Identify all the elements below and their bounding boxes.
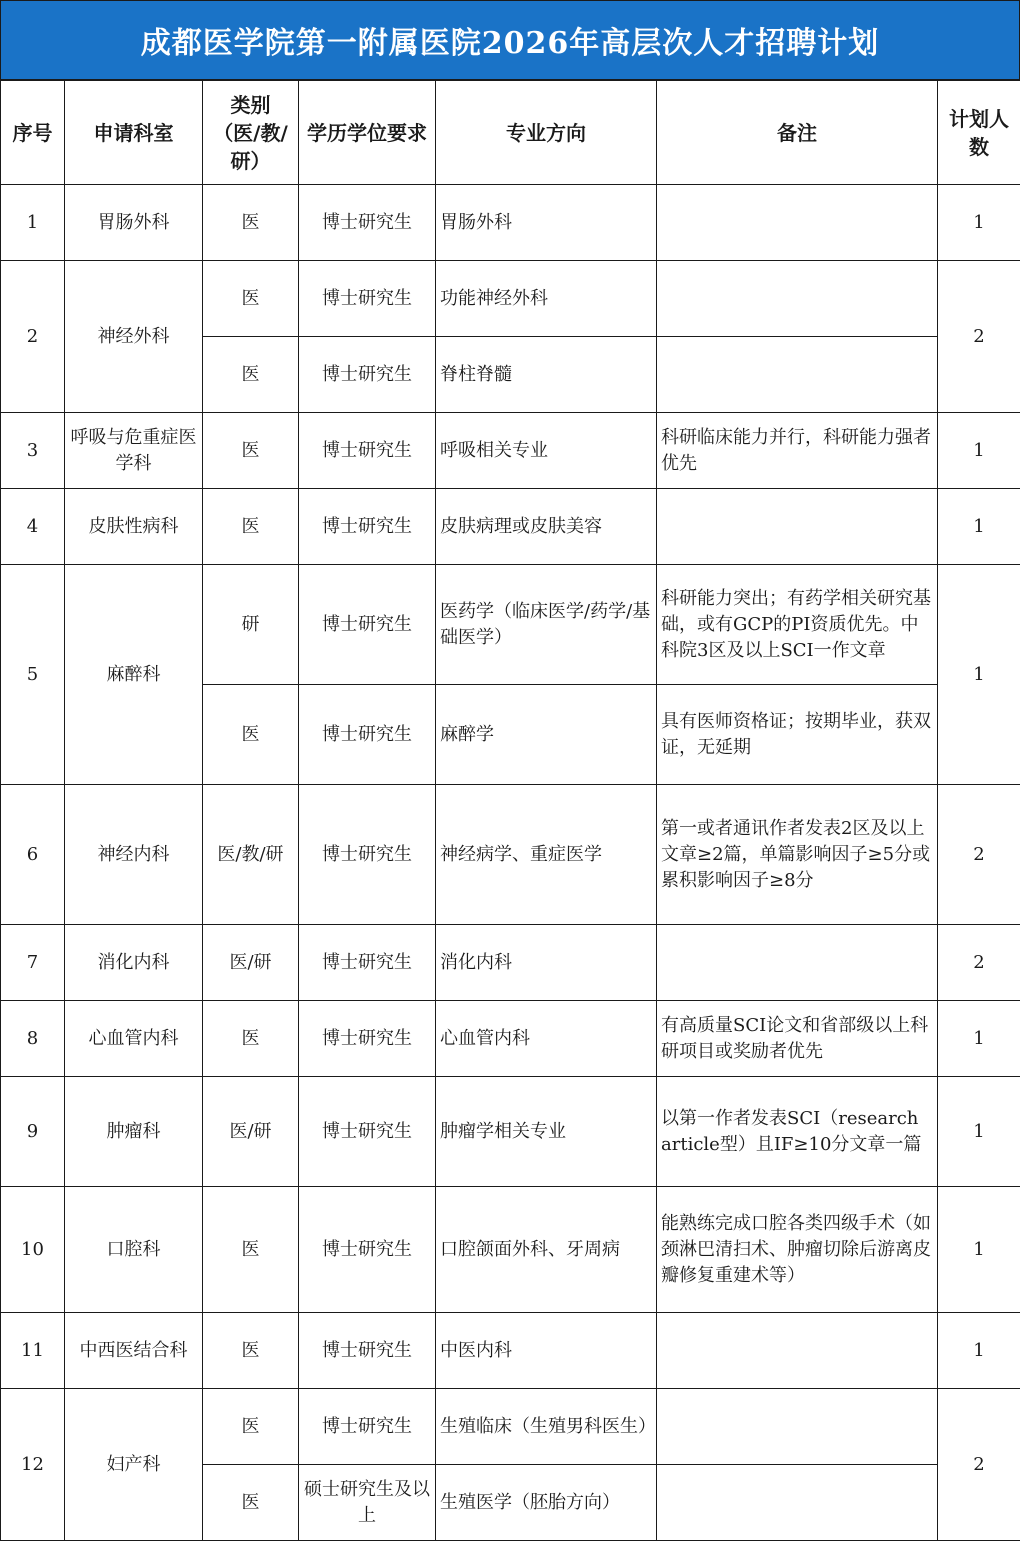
cell-dept: 中西医结合科 [65,1313,203,1389]
cell-major: 脊柱脊髓 [436,337,657,413]
cell-dept: 神经外科 [65,261,203,413]
cell-category: 医 [203,1001,299,1077]
cell-dept: 消化内科 [65,925,203,1001]
cell-category: 医 [203,413,299,489]
table-row [1,261,1020,337]
cell-note [657,261,938,337]
cell-note [657,925,938,1001]
cell-seq: 1 [1,185,65,261]
table-row [1,925,1020,1001]
recruitment-table [0,80,1020,1541]
table-row [1,489,1020,565]
cell-count: 1 [938,185,1020,261]
cell-note [657,1389,938,1465]
cell-degree: 博士研究生 [299,565,436,685]
cell-degree: 博士研究生 [299,1187,436,1313]
cell-degree: 博士研究生 [299,1313,436,1389]
cell-category: 医 [203,1389,299,1465]
cell-degree: 硕士研究生及以上 [299,1465,436,1541]
cell-category: 医/研 [203,1077,299,1187]
cell-seq: 12 [1,1389,65,1541]
cell-seq: 6 [1,785,65,925]
table-row [1,413,1020,489]
table-row [1,1187,1020,1313]
cell-dept: 神经内科 [65,785,203,925]
cell-count: 2 [938,1389,1020,1541]
cell-note: 能熟练完成口腔各类四级手术（如颈淋巴清扫术、肿瘤切除后游离皮瓣修复重建术等） [657,1187,938,1313]
cell-count: 1 [938,1001,1020,1077]
cell-major: 呼吸相关专业 [436,413,657,489]
cell-count: 2 [938,785,1020,925]
cell-degree: 博士研究生 [299,1001,436,1077]
cell-degree: 博士研究生 [299,489,436,565]
cell-degree: 博士研究生 [299,1077,436,1187]
cell-degree: 博士研究生 [299,413,436,489]
cell-seq: 10 [1,1187,65,1313]
cell-dept: 皮肤性病科 [65,489,203,565]
cell-seq: 7 [1,925,65,1001]
cell-count: 2 [938,261,1020,413]
cell-category: 医 [203,1465,299,1541]
cell-major: 生殖临床（生殖男科医生） [436,1389,657,1465]
cell-major: 麻醉学 [436,685,657,785]
cell-major: 消化内科 [436,925,657,1001]
cell-note [657,1465,938,1541]
cell-count: 1 [938,1187,1020,1313]
cell-category: 医 [203,685,299,785]
header-major: 专业方向 [436,81,657,185]
cell-seq: 3 [1,413,65,489]
cell-seq: 2 [1,261,65,413]
cell-category: 医/研 [203,925,299,1001]
cell-major: 神经病学、重症医学 [436,785,657,925]
cell-category: 医 [203,1313,299,1389]
cell-note [657,489,938,565]
cell-note: 第一或者通讯作者发表2区及以上文章≥2篇，单篇影响因子≥5分或累积影响因子≥8分 [657,785,938,925]
cell-dept: 麻醉科 [65,565,203,785]
cell-note: 科研能力突出；有药学相关研究基础，或有GCP的PI资质优先。中科院3区及以上SCI一作文章 [657,565,938,685]
table-row [1,1389,1020,1465]
cell-category: 医 [203,185,299,261]
cell-seq: 8 [1,1001,65,1077]
header-seq: 序号 [1,81,65,185]
cell-degree: 博士研究生 [299,1389,436,1465]
cell-dept: 妇产科 [65,1389,203,1541]
cell-category: 研 [203,565,299,685]
cell-count: 2 [938,925,1020,1001]
cell-note: 科研临床能力并行，科研能力强者优先 [657,413,938,489]
cell-dept: 胃肠外科 [65,185,203,261]
cell-degree: 博士研究生 [299,685,436,785]
cell-dept: 口腔科 [65,1187,203,1313]
page-title: 成都医学院第一附属医院2026年高层次人才招聘计划 [0,0,1020,80]
cell-degree: 博士研究生 [299,925,436,1001]
cell-major: 心血管内科 [436,1001,657,1077]
table-header-row [1,81,1020,185]
cell-dept: 肿瘤科 [65,1077,203,1187]
cell-category: 医 [203,489,299,565]
cell-count: 1 [938,565,1020,785]
cell-seq: 9 [1,1077,65,1187]
cell-count: 1 [938,1077,1020,1187]
cell-seq: 5 [1,565,65,785]
cell-major: 生殖医学（胚胎方向） [436,1465,657,1541]
cell-major: 胃肠外科 [436,185,657,261]
cell-major: 医药学（临床医学/药学/基础医学） [436,565,657,685]
cell-count: 1 [938,1313,1020,1389]
cell-note: 有高质量SCI论文和省部级以上科研项目或奖励者优先 [657,1001,938,1077]
cell-note [657,1313,938,1389]
header-note: 备注 [657,81,938,185]
cell-major: 功能神经外科 [436,261,657,337]
table-row [1,785,1020,925]
cell-major: 中医内科 [436,1313,657,1389]
table-row [1,565,1020,685]
cell-category: 医 [203,1187,299,1313]
cell-seq: 11 [1,1313,65,1389]
cell-degree: 博士研究生 [299,337,436,413]
cell-category: 医 [203,261,299,337]
table-row [1,1313,1020,1389]
table-row [1,185,1020,261]
cell-degree: 博士研究生 [299,785,436,925]
header-dept: 申请科室 [65,81,203,185]
header-category: 类别（医/教/研） [203,81,299,185]
cell-note [657,185,938,261]
header-count: 计划人数 [938,81,1020,185]
cell-major: 肿瘤学相关专业 [436,1077,657,1187]
cell-category: 医/教/研 [203,785,299,925]
cell-dept: 呼吸与危重症医学科 [65,413,203,489]
cell-major: 口腔颌面外科、牙周病 [436,1187,657,1313]
cell-note: 具有医师资格证；按期毕业，获双证，无延期 [657,685,938,785]
cell-count: 1 [938,413,1020,489]
cell-seq: 4 [1,489,65,565]
table-row [1,1001,1020,1077]
cell-degree: 博士研究生 [299,261,436,337]
cell-note [657,337,938,413]
cell-count: 1 [938,489,1020,565]
cell-note: 以第一作者发表SCI（research article型）且IF≥10分文章一篇 [657,1077,938,1187]
table-row [1,1077,1020,1187]
cell-dept: 心血管内科 [65,1001,203,1077]
cell-degree: 博士研究生 [299,185,436,261]
cell-category: 医 [203,337,299,413]
cell-major: 皮肤病理或皮肤美容 [436,489,657,565]
header-degree: 学历学位要求 [299,81,436,185]
